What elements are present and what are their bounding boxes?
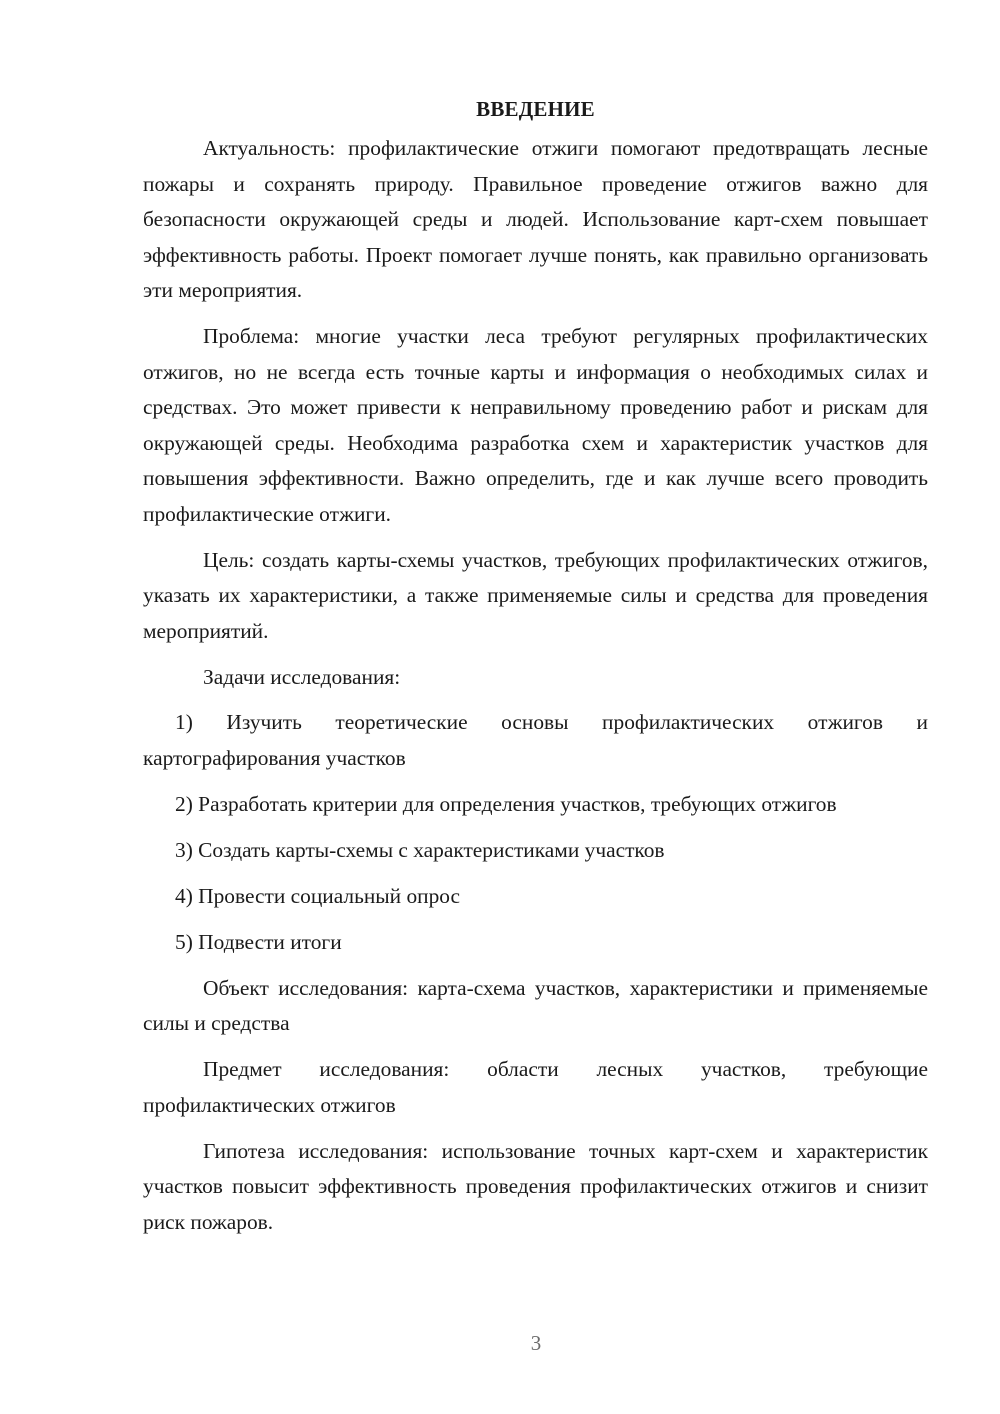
page-number: 3 xyxy=(530,1331,542,1355)
task-item-2: 2) Разработать критерии для определения участков, требующих отжигов xyxy=(175,791,837,816)
tasks-label: Задачи исследования: xyxy=(203,664,401,689)
paragraph-hypothesis: Гипотеза исследования: использование точных карт-схем и характеристик участков повысит эффективность проведения профилактических отжигов и снизит риск пожаров. xyxy=(143,1138,928,1234)
paragraph-goal: Цель: создать карты-схемы участков, требующих профилактических отжигов, указать их характеристики, а также применяемые силы и средства для проведения мероприятий. xyxy=(143,547,928,643)
task-item-1: 1) Изучить теоретические основы профилактических отжигов и картографирования участков xyxy=(143,710,928,770)
paragraph-subject: Предмет исследования: области лесных участков, требующие профилактических отжигов xyxy=(143,1057,928,1117)
task-item-5: 5) Подвести итоги xyxy=(175,929,342,954)
paragraph-problem: Проблема: многие участки леса требуют регулярных профилактических отжигов, но не всегда есть точные карты и информация о необходимых силах и средствах. Это может привести к неправильному проведению работ и рискам для окружающей среды. Необходима разработка схем и характеристик участков для повышения эффективности. Важно определить, где и как лучше всего проводить профилактические отжиги. xyxy=(143,324,928,526)
document-page xyxy=(143,92,928,1251)
paragraph-object: Объект исследования: карта-схема участков, характеристики и применяемые силы и средства xyxy=(143,975,928,1035)
task-item-4: 4) Провести социальный опрос xyxy=(175,883,461,908)
paragraph-relevance: Актуальность: профилактические отжиги помогают предотвращать лесные пожары и сохранять природу. Правильное проведение отжигов важно для безопасности окружающей среды и людей. Использование карт-схем повышает эффективность работы. Проект помогает лучше понять, как правильно организовать эти мероприятия. xyxy=(143,136,928,302)
section-title: ВВЕДЕНИЕ xyxy=(476,97,595,121)
task-item-3: 3) Создать карты-схемы с характеристиками участков xyxy=(175,837,665,862)
